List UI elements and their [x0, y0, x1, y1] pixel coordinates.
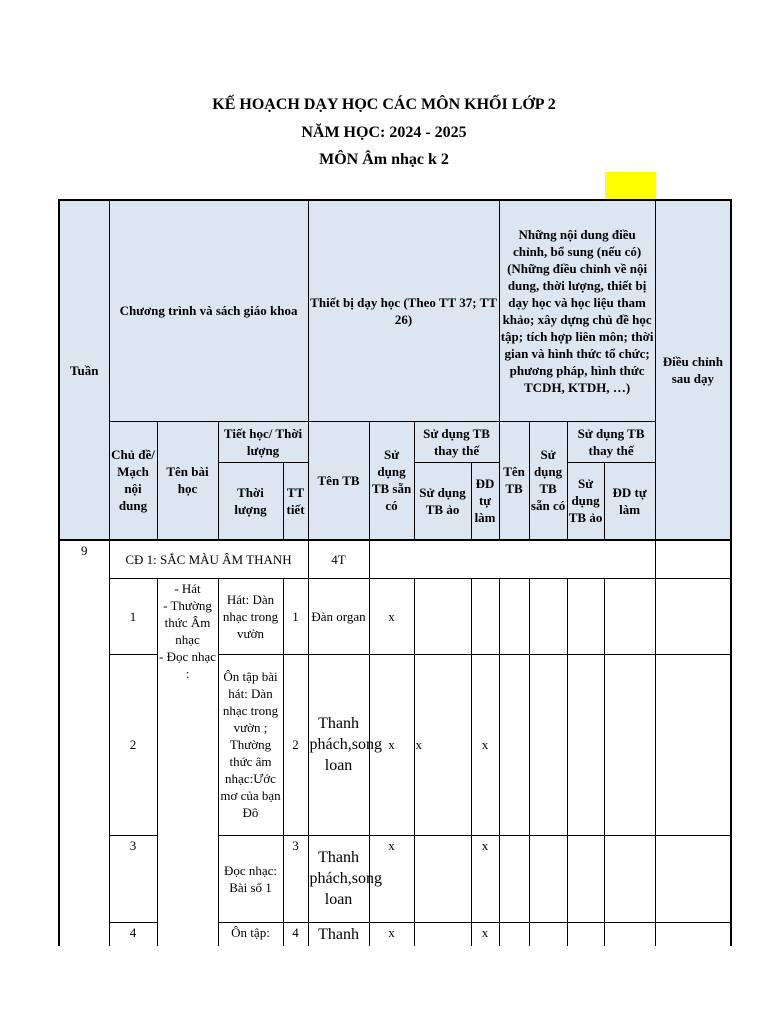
row-tu-lam: x	[471, 654, 499, 835]
row-ao	[414, 578, 471, 654]
row-stt: 2	[109, 654, 157, 835]
header-tb-san-co: Sử dụng TB sẵn có	[369, 421, 414, 540]
row-san-co: x	[369, 654, 414, 835]
row-device: Thanh phách,song loan	[308, 835, 369, 922]
school-year-title: NĂM HỌC: 2024 - 2025	[301, 124, 467, 141]
row-lesson: Đọc nhạc: Bài số 1	[218, 835, 283, 922]
header-thiet-bi: Thiết bị dạy học (Theo TT 37; TT 26)	[308, 200, 499, 421]
header-ten-tb: Tên TB	[308, 421, 369, 540]
row-lesson: Ôn tập:	[218, 922, 283, 946]
header-tb-ao-2: Sử dụng TB ảo	[567, 462, 604, 540]
topic-periods: 4T	[308, 540, 369, 578]
header-chuong-trinh: Chương trình và sách giáo khoa	[109, 200, 308, 421]
row-san-co: x	[369, 922, 414, 946]
lesson-plan-table	[58, 199, 732, 946]
row-san-co: x	[369, 578, 414, 654]
header-tuan: Tuần	[59, 200, 109, 540]
row-tt: 1	[283, 578, 308, 654]
header-tb-san-co-2: Sử dụng TB sẵn có	[529, 421, 567, 540]
header-tt-tiet: TT tiết	[283, 462, 308, 540]
week-number: 9	[59, 540, 109, 946]
row-tt: 4	[283, 922, 308, 946]
row-device: Đàn organ	[308, 578, 369, 654]
header-ten-bai: Tên bài học	[157, 421, 218, 540]
row-ao: x	[414, 654, 471, 835]
row-ao	[414, 922, 471, 946]
subject-title: MÔN Âm nhạc k 2	[319, 151, 449, 168]
header-noi-dung-dieu-chinh: Những nội dung điều chỉnh, bổ sung (nếu có) (Những điều chỉnh về nội dung, thời lượng, thiết bị dạy học và học liệu tham khảo; xây dựng chủ đề học tập; tích hợp liên môn; thời gian và hình thức tổ chức; phương pháp, hình thức TCDH, KTDH, …)	[499, 200, 655, 421]
header-dd-tu-lam: ĐD tự làm	[471, 462, 499, 540]
row-tu-lam: x	[471, 835, 499, 922]
row-device: Thanh	[308, 922, 369, 946]
row-stt: 4	[109, 922, 157, 946]
plan-title: KẾ HOẠCH DẠY HỌC CÁC MÔN KHỐI LỚP 2	[212, 96, 556, 113]
row-device: Thanh phách,song loan	[308, 654, 369, 835]
row-lesson: Hát: Dàn nhạc trong vườn	[218, 578, 283, 654]
header-tb-thay-the: Sử dụng TB thay thế	[414, 421, 499, 462]
row-lesson: Ôn tập bài hát: Dàn nhạc trong vườn ; Thường thức âm nhạc:Ước mơ của bạn Đô	[218, 654, 283, 835]
row-tu-lam	[471, 578, 499, 654]
header-ten-tb-2: Tên TB	[499, 421, 529, 540]
row-stt: 1	[109, 578, 157, 654]
header-tb-ao: Sử dụng TB ảo	[414, 462, 471, 540]
yellow-highlight	[605, 172, 656, 200]
row-tt: 2	[283, 654, 308, 835]
row-tt: 3	[283, 835, 308, 922]
header-dd-tu-lam-2: ĐD tự làm	[604, 462, 655, 540]
header-thoi-luong: Thời lượng	[218, 462, 283, 540]
row-tu-lam: x	[471, 922, 499, 946]
header-tb-thay-the-2: Sử dụng TB thay thế	[567, 421, 655, 462]
table-row	[59, 578, 731, 654]
header-dieu-chinh-sau-day: Điều chỉnh sau dạy	[655, 200, 731, 540]
topic-title: CĐ 1: SẮC MÀU ÂM THANH	[109, 540, 308, 578]
row-ao	[414, 835, 471, 922]
row-san-co: x	[369, 835, 414, 922]
header-tiet-hoc: Tiết học/ Thời lượng	[218, 421, 308, 462]
row-stt: 3	[109, 835, 157, 922]
header-chu-de: Chủ đề/ Mạch nội dung	[109, 421, 157, 540]
lesson-names: - Hát - Thường thức Âm nhạc - Đọc nhạc :	[157, 578, 218, 946]
